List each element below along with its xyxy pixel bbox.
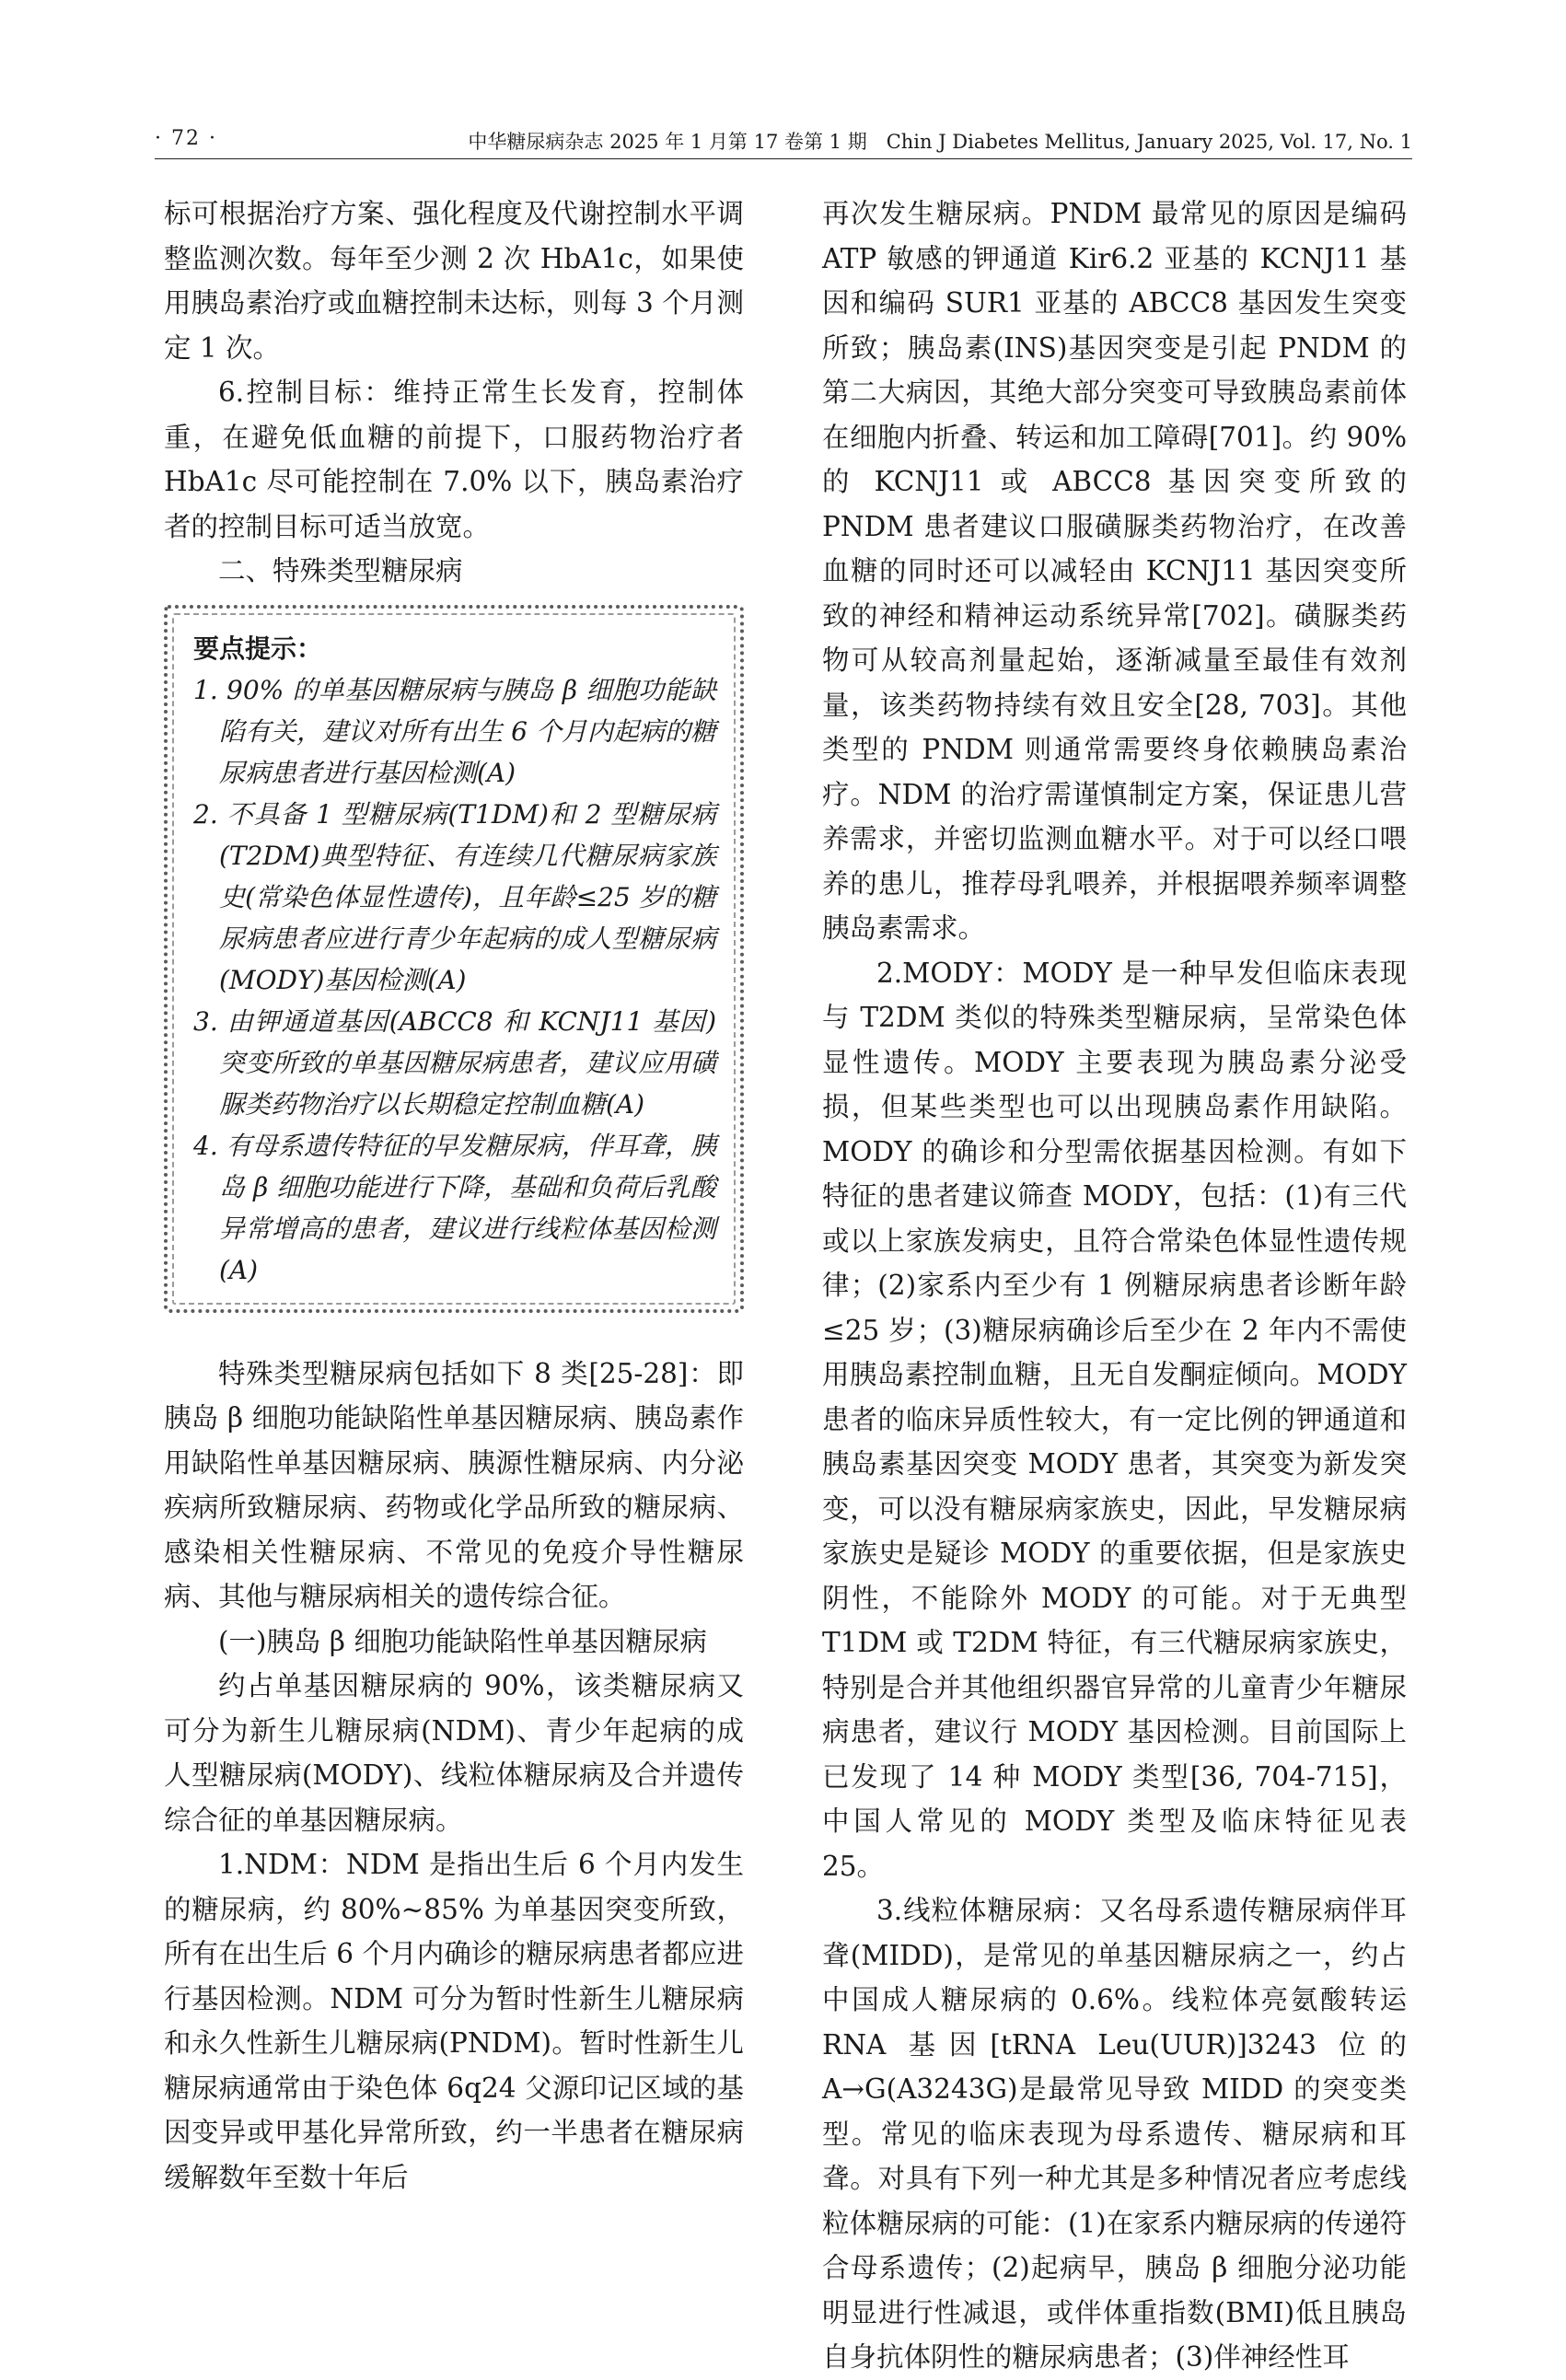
right-column [822,192,1407,2380]
key-points-title: 要点提示： [193,633,323,664]
page-number: · 72 · [155,127,217,150]
paragraph-control-target: 6.控制目标：维持正常生长发育，控制体重，在避免低血糖的前提下，口服药物治疗者 HbA1c 尽可能控制在 7.0% 以下，胰岛素治疗者的控制目标可适当放宽。 [164,377,744,542]
key-point-item: 2. 不具备 1 型糖尿病(T1DM)和 2 型糖尿病(T2DM)典型特征、有连续几代糖尿病家族史(常染色体显性遗传)，且年龄≤25 岁的糖尿病患者应进行青少年起病的成人型糖尿病(MODY)基因检测(A) [193,798,716,995]
key-point-item: 4. 有母系遗传特征的早发糖尿病，伴耳聋，胰岛 β 细胞功能进行下降，基础和负荷后乳酸异常增高的患者，建议进行线粒体基因检测(A) [193,1130,716,1285]
paragraph-mody: 2.MODY：MODY 是一种早发但临床表现与 T2DM 类似的特殊类型糖尿病，呈常染色体显性遗传。MODY 主要表现为胰岛素分泌受损，但某些类型也可以出现胰岛素作用缺陷。MODY 的确诊和分型需依据基因检测。有如下特征的患者建议筛查 MODY，包括：(1)有三代或以上家族发病史，且符合常染色体显性遗传规律；(2)家系内至少有 1 例糖尿病患者诊断年龄≤25 岁；(3)糖尿病确诊后至少在 2 年内不需使用胰岛素控制血糖，且无自发酮症倾向。MODY 患者的临床异质性较大，有一定比例的钾通道和胰岛素基因突变 MODY 患者，其突变为新发突变，可以没有糖尿病家族史，因此，早发糖尿病家族史是疑诊 MODY 的重要依据，但是家族史阴性，不能除外 MODY 的可能。对于无典型 T1DM 或 T2DM 特征，有三代糖尿病家族史，特别是合并其他组织器官异常的儿童青少年糖尿病患者，建议行 MODY 基因检测。目前国际上已发现了 14 种 MODY 类型[36, 704-715]，中国人常见的 MODY 类型及临床特征见表 25。 [822,957,1407,1882]
paragraph-pndm: 再次发生糖尿病。PNDM 最常见的原因是编码 ATP 敏感的钾通道 Kir6.2 亚基的 KCNJ11 基因和编码 SUR1 亚基的 ABCC8 基因发生突变所致；胰岛素(INS)基因突变是引起 PNDM 的第二大病因，其绝大部分突变可导致胰岛素前体在细胞内折叠、转运和加工障碍[701]。约 90% 的 KCNJ11 或 ABCC8 基因突变所致的 PNDM 患者建议口服磺脲类药物治疗，在改善血糖的同时还可以减轻由 KCNJ11 基因突变所致的神经和精神运动系统异常[702]。磺脲类药物可从较高剂量起始，逐渐减量至最佳有效剂量，该类药物持续有效且安全[28, 703]。其他类型的 PNDM 则通常需要终身依赖胰岛素治疗。NDM 的治疗需谨慎制定方案，保证患儿营养需求，并密切监测血糖水平。对于可以经口喂养的患儿，推荐母乳喂养，并根据喂养频率调整胰岛素需求。 [822,198,1407,944]
journal-citation: 中华糖尿病杂志 2025 年 1 月第 17 卷第 1 期 Chin J Diabetes Mellitus, January 2025, Vol. 17, No. 1 [468,131,1412,153]
left-column [164,192,744,2200]
running-header [155,127,1412,159]
paragraph: 标可根据治疗方案、强化程度及代谢控制水平调整监测次数。每年至少测 2 次 HbA1c，如果使用胰岛素治疗或血糖控制未达标，则每 3 个月测定 1 次。 [164,198,744,364]
key-points-box [164,605,744,1313]
paragraph-mitochondrial: 3.线粒体糖尿病：又名母系遗传糖尿病伴耳聋(MIDD)，是常见的单基因糖尿病之一，约占中国成人糖尿病的 0.6%。线粒体亮氨酸转运 RNA 基因[tRNA Leu(UUR)]3243 位的 A→G(A3243G)是最常见导致 MIDD 的突变类型。常见的临床表现为母系遗传、糖尿病和耳聋。对具有下列一种尤其是多种情况者应考虑线粒体糖尿病的可能：(1)在家系内糖尿病的传递符合母系遗传；(2)起病早，胰岛 β 细胞分泌功能明显进行性减退，或伴体重指数(BMI)低且胰岛自身抗体阴性的糖尿病患者；(3)伴神经性耳 [822,1895,1407,2373]
paragraph: 约占单基因糖尿病的 90%，该类糖尿病又可分为新生儿糖尿病(NDM)、青少年起病的成人型糖尿病(MODY)、线粒体糖尿病及合并遗传综合征的单基因糖尿病。 [164,1670,744,1836]
paragraph-types-overview: 特殊类型糖尿病包括如下 8 类[25-28]：即胰岛 β 细胞功能缺陷性单基因糖尿病、胰岛素作用缺陷性单基因糖尿病、胰源性糖尿病、内分泌疾病所致糖尿病、药物或化学品所致的糖尿病、感染相关性糖尿病、不常见的免疫介导性糖尿病、其他与糖尿病相关的遗传综合征。 [164,1357,744,1612]
subsection-heading: (一)胰岛 β 细胞功能缺陷性单基因糖尿病 [218,1625,707,1657]
section-heading: 二、特殊类型糖尿病 [218,555,463,586]
key-point-item: 1. 90% 的单基因糖尿病与胰岛 β 细胞功能缺陷有关，建议对所有出生 6 个月内起病的糖尿病患者进行基因检测(A) [193,674,716,788]
key-point-item: 3. 由钾通道基因(ABCC8 和 KCNJ11 基因)突变所致的单基因糖尿病患者，建议应用磺脲类药物治疗以长期稳定控制血糖(A) [193,1005,716,1120]
paragraph-ndm: 1.NDM：NDM 是指出生后 6 个月内发生的糖尿病，约 80%~85% 为单基因突变所致，所有在出生后 6 个月内确诊的糖尿病患者都应进行基因检测。NDM 可分为暂时性新生儿糖尿病和永久性新生儿糖尿病(PNDM)。暂时性新生儿糖尿病通常由于染色体 6q24 父源印记区域的基因变异或甲基化异常所致，约一半患者在糖尿病缓解数年至数十年后 [164,1849,744,2193]
